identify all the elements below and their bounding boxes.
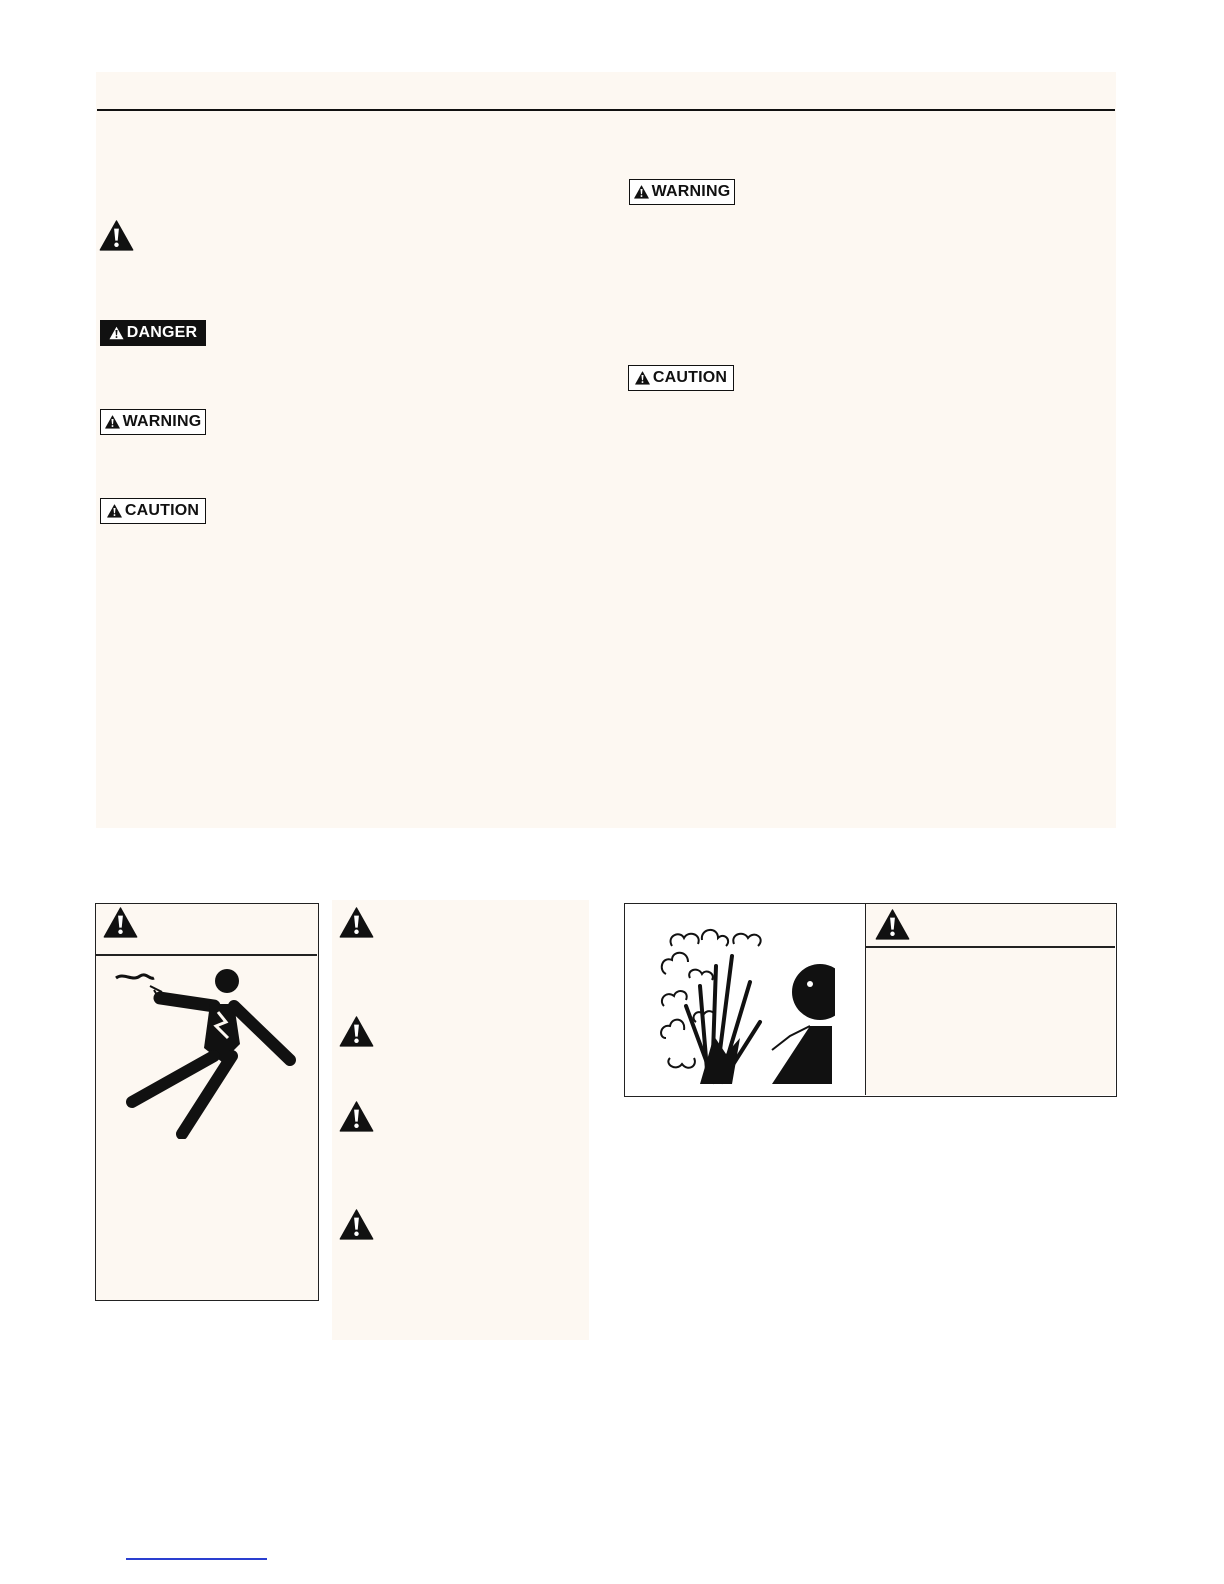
warning-signal-badge-right xyxy=(629,179,735,205)
electric-shock-hazard-box xyxy=(95,903,319,1301)
warning-triangle-icon xyxy=(105,415,120,429)
danger-label: DANGER xyxy=(126,324,198,341)
safety-alert-icon xyxy=(339,907,374,938)
box-header-divider xyxy=(96,954,317,956)
safety-alert-icon xyxy=(339,1101,374,1132)
safety-alert-icon xyxy=(339,1016,374,1047)
warning-label: WARNING xyxy=(651,183,731,200)
warning-triangle-icon xyxy=(634,185,649,199)
battery-explosion-icon xyxy=(660,926,835,1088)
safety-alert-icon xyxy=(103,907,138,938)
warning-signal-badge xyxy=(100,409,206,435)
caution-label: CAUTION xyxy=(652,369,728,386)
caution-label: CAUTION xyxy=(124,502,200,519)
warning-triangle-icon xyxy=(109,326,124,340)
footer-link-underline[interactable] xyxy=(126,1558,267,1560)
safety-alert-icon xyxy=(875,909,910,940)
danger-signal-badge xyxy=(100,320,206,346)
safety-info-panel xyxy=(96,72,1116,828)
warning-triangle-icon xyxy=(107,504,122,518)
caution-signal-badge-right xyxy=(628,365,734,391)
electric-shock-icon xyxy=(110,964,300,1139)
safety-alert-icon xyxy=(99,220,134,251)
box-header-divider xyxy=(866,946,1115,948)
section-header-rule xyxy=(97,109,1115,111)
caution-signal-badge xyxy=(100,498,206,524)
safety-alert-icon xyxy=(339,1209,374,1240)
warning-label: WARNING xyxy=(122,413,202,430)
warning-triangle-icon xyxy=(635,371,650,385)
explosion-hazard-box xyxy=(624,903,1117,1097)
